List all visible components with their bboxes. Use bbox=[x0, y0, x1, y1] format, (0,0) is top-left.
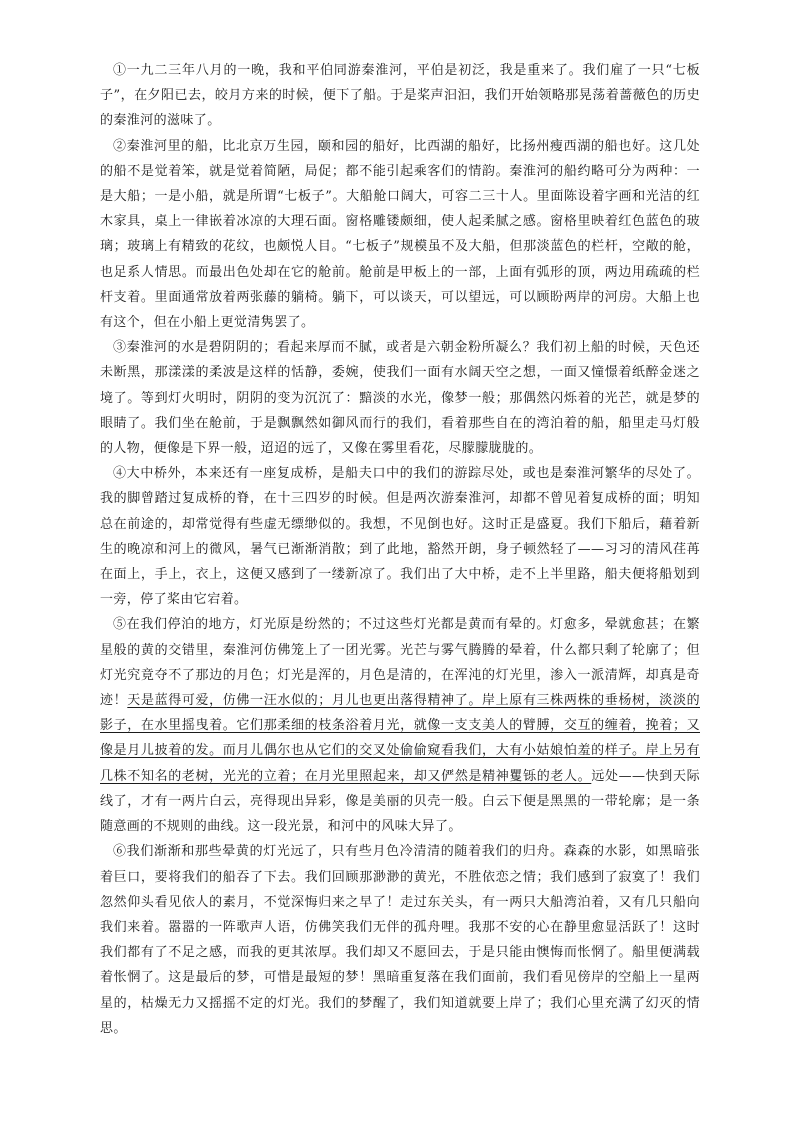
paragraph-3: ③秦淮河的水是碧阴阴的；看起来厚而不腻，或者是六朝金粉所凝么？我们初上船的时候，天色还未断黑，那漾漾的柔波是这样的恬静，委婉，使我们一面有水阔天空之想，一面又憧憬着纸醉金迷之境了。等到灯火明时，阴阴的变为沉沉了：黯淡的水光，像梦一般；那偶然闪烁着的光芒，就是梦的眼睛了。我们坐在舱前，于是飘飘然如御风而行的我们，看着那些自在的湾泊着的船，船里走马灯般的人物，便像是下界一般，迢迢的远了，又像在雾里看花，尽朦朦胧胧的。 bbox=[100, 340, 700, 457]
paragraph-5-intro: ⑤在我们停泊的地方，灯光原是纷然的；不过这些灯光都是黄而有晕的。灯愈多，晕就愈甚；在繁星般的黄的交错里，秦淮河仿佛笼上了一团光雾。光芒与雾气腾腾的晕着，什么都只剩了轮廓了；但灯光究竟夺不了那边的月色；灯光是浑的，月色是清的，在浑沌的灯光里，渗入一派清辉，却真是奇迹！ bbox=[100, 617, 700, 709]
document-page bbox=[100, 58, 700, 1041]
underlined-passage: 天是蓝得可爱，仿佛一汪水似的；月儿也更出落得精神了。岸上原有三株两株的垂杨树，淡淡的影子，在水里摇曳着。它们那柔细的枝条浴着月光，就像一支支美人的臂膊，交互的缠着，挽着；又像是月儿披着的发。而月儿偶尔也从它们的交叉处偷偷窥看我们，大有小姑娘怕羞的样子。岸上另有几株不知名的老树，光光的立着；在月光里照起来，却又俨然是精神矍铄的老人。 bbox=[100, 693, 700, 784]
paragraph-1: ①一九二三年八月的一晚，我和平伯同游秦淮河，平伯是初泛，我是重来了。我们雇了一只“七板子”，在夕阳已去，皎月方来的时候，便下了船。于是桨声汩汩，我们开始领略那晃荡着蔷薇色的历史的秦淮河的滋味了。 bbox=[100, 63, 700, 129]
paragraph-5 bbox=[100, 612, 700, 839]
paragraph-6: ⑥我们渐渐和那些晕黄的灯光远了，只有些月色冷清清的随着我们的归舟。森森的水影，如黑暗张着巨口，要将我们的船吞了下去。我们回顾那渺渺的黄光，不胜依恋之情；我们感到了寂寞了！我们忽然仰头看见依人的素月，不觉深悔归来之早了！走过东关头，有一两只大船湾泊着，又有几只船向我们来着。嚣嚣的一阵歌声人语，仿佛笑我们无伴的孤舟哩。我那不安的心在静里愈显活跃了！这时我们都有了不足之感，而我的更其浓厚。我们却又不愿回去，于是只能由懊悔而怅惘了。船里便满载着怅惘了。这是最后的梦，可惜是最短的梦！黑暗重复落在我们面前，我们看见傍岸的空船上一星两星的，枯燥无力又摇摇不定的灯光。我们的梦醒了，我们知道就要上岸了；我们心里充满了幻灭的情思。 bbox=[100, 844, 700, 1036]
paragraph-2: ②秦淮河里的船，比北京万生园，颐和园的船好，比西湖的船好，比扬州瘦西湖的船也好。这几处的船不是觉着笨，就是觉着简陋，局促；都不能引起乘客们的情韵。秦淮河的船约略可分为两种：一是大船；一是小船，就是所谓“七板子”。大船舱口阔大，可容二三十人。里面陈设着字画和光洁的红木家具，桌上一律嵌着冰凉的大理石面。窗格雕镂颇细，使人起柔腻之感。窗格里映着红色蓝色的玻璃；玻璃上有精致的花纹，也颇悦人目。“七板子”规模虽不及大船，但那淡蓝色的栏杆，空敞的舱，也足系人情思。而最出色处却在它的舱前。舱前是甲板上的一部，上面有弧形的顶，两边用疏疏的栏杆支着。里面通常放着两张藤的躺椅。躺下，可以谈天，可以望远，可以顾盼两岸的河房。大船上也有这个，但在小船上更觉清隽罢了。 bbox=[100, 138, 700, 331]
paragraph-5-outro: 远处——快到天际线了，才有一两片白云，亮得现出异彩，像是美丽的贝壳一般。白云下便是黑黑的一带轮廓；是一条随意画的不规则的曲线。这一段光景，和河中的风味大异了。 bbox=[100, 768, 700, 835]
paragraph-4: ④大中桥外，本来还有一座复成桥，是船夫口中的我们的游踪尽处，或也是秦淮河繁华的尽处了。我的脚曾踏过复成桥的脊，在十三四岁的时候。但是两次游秦淮河，却都不曾见着复成桥的面；明知总在前途的，却常觉得有些虚无缥缈似的。我想，不见倒也好。这时正是盛夏。我们下船后，藉着新生的晚凉和河上的微风，暑气已渐渐消散；到了此地，豁然开朗，身子顿然轻了——习习的清风荏苒在面上，手上，衣上，这便又感到了一缕新凉了。我们出了大中桥，走不上半里路，船夫便将船划到一旁，停了桨由它宕着。 bbox=[100, 466, 700, 608]
